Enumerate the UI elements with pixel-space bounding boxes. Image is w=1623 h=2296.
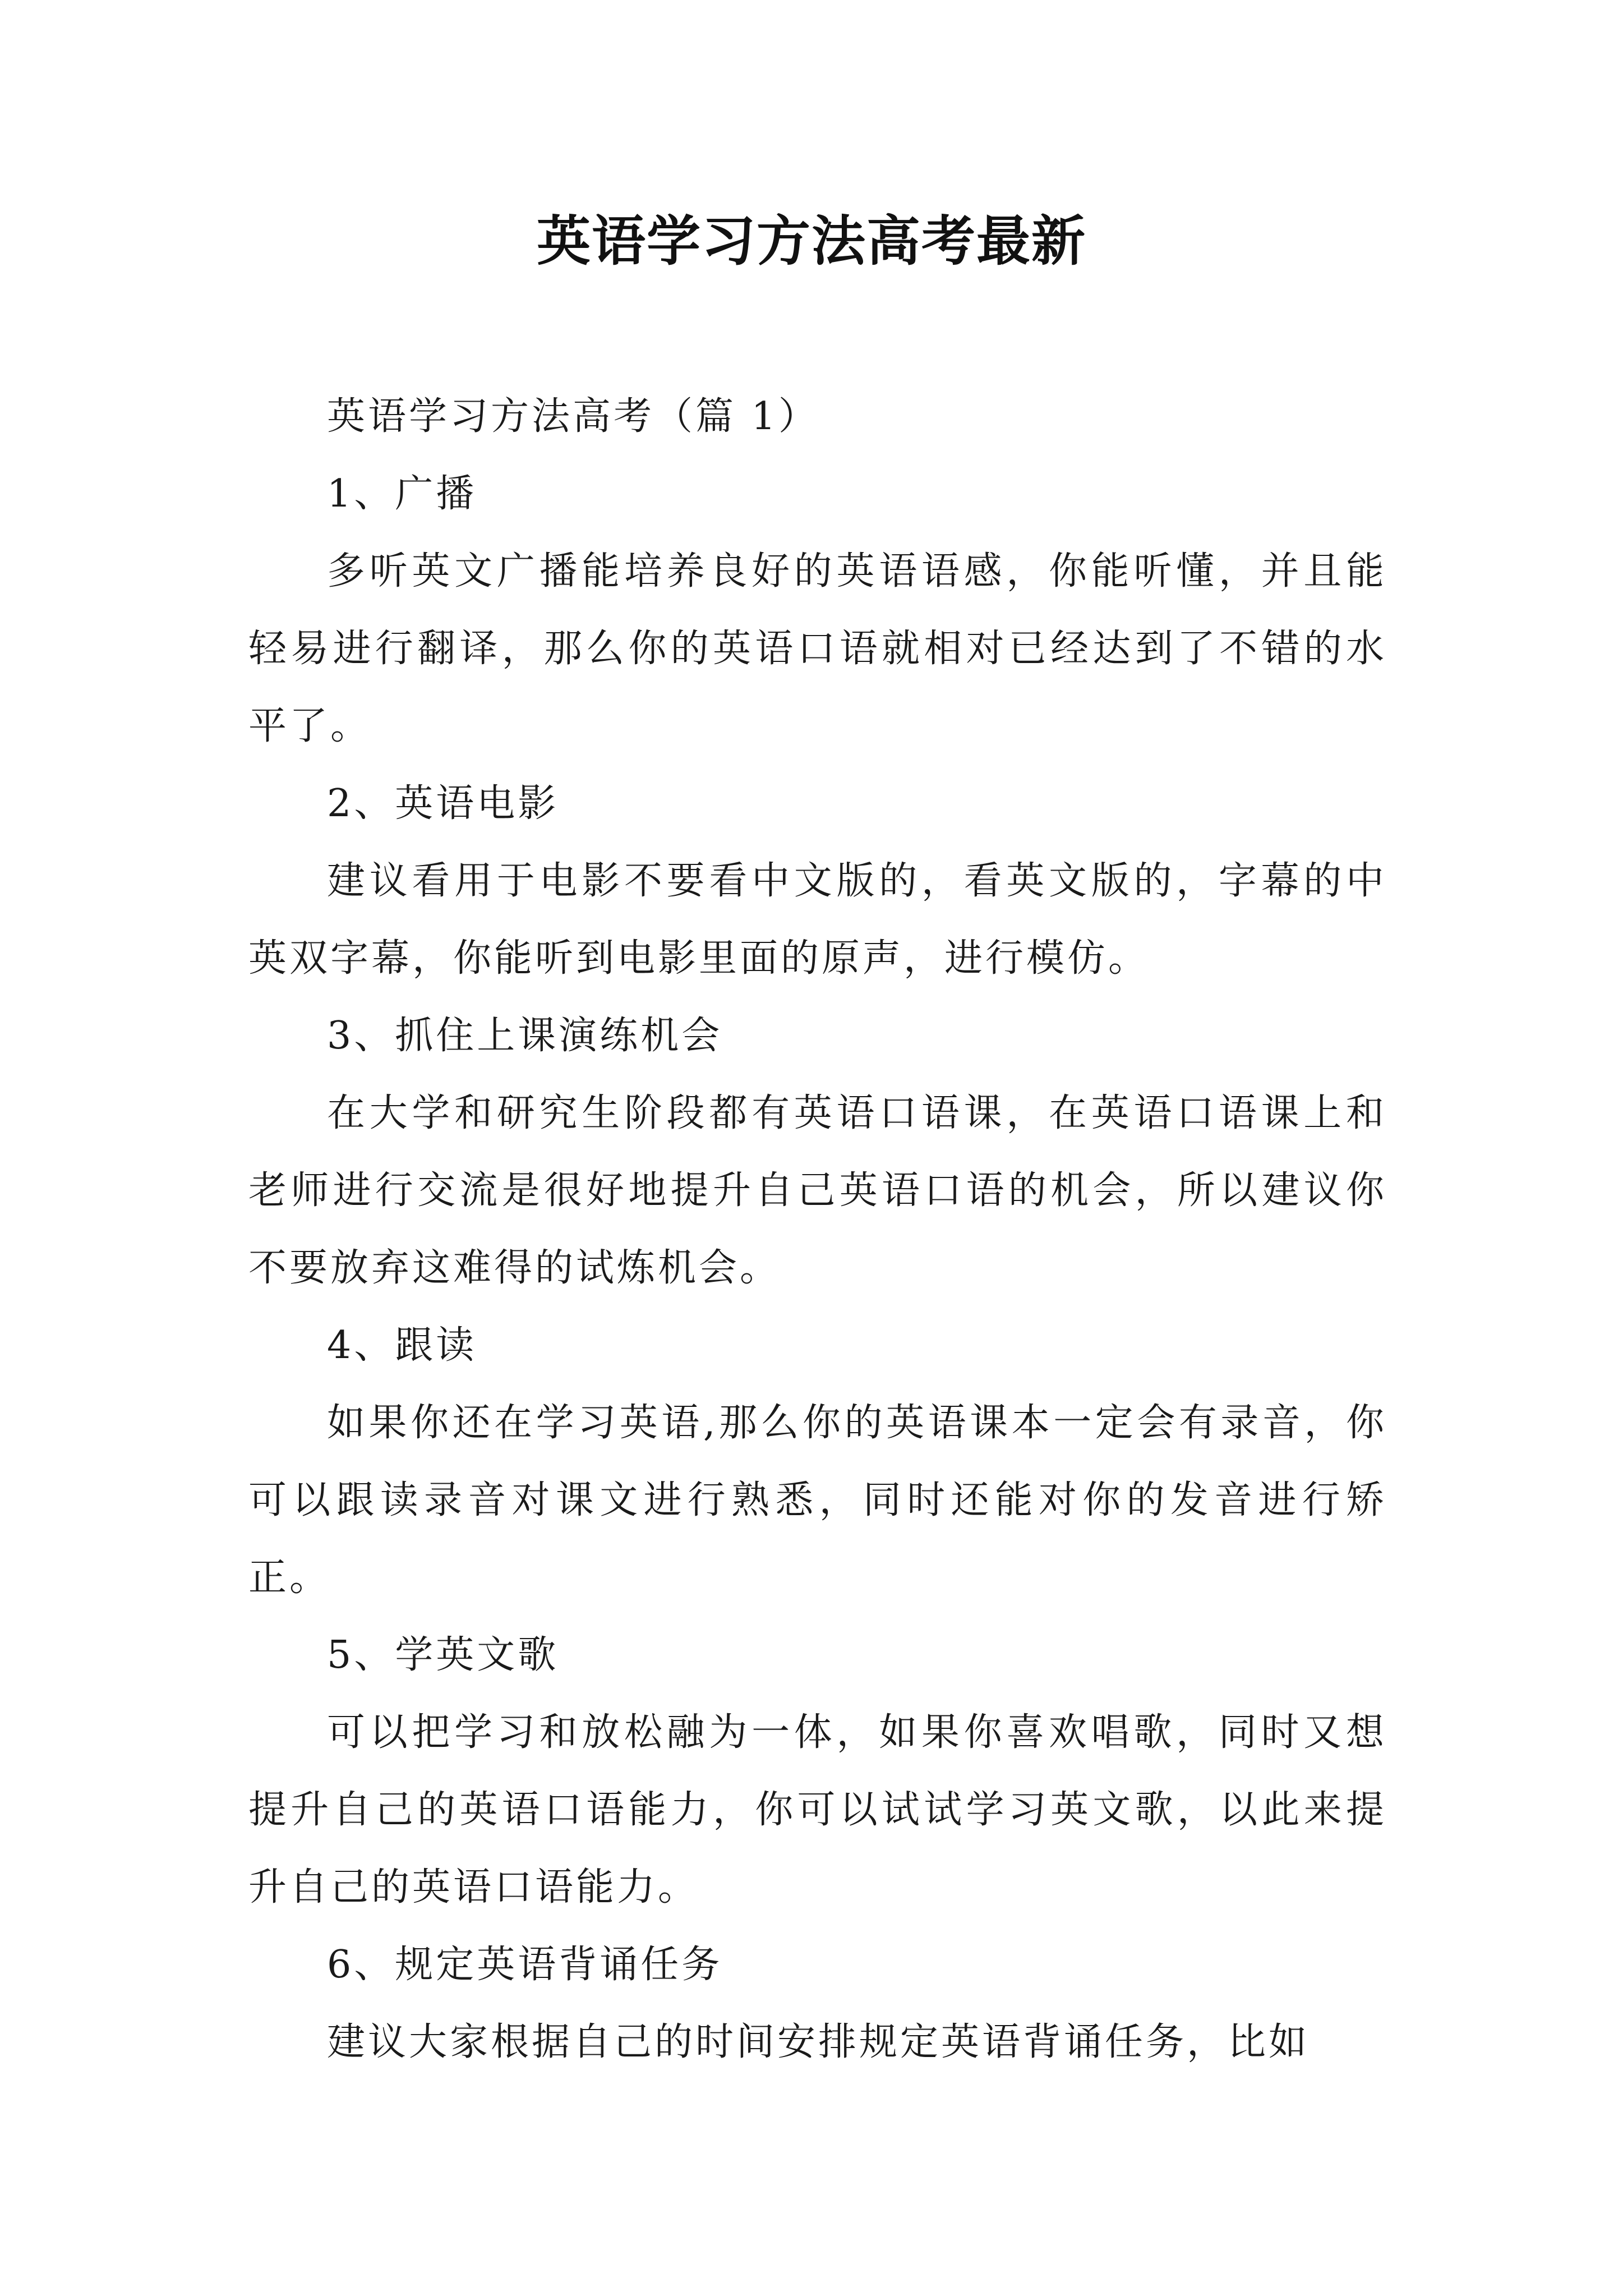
item-paragraph-1: 多听英文广播能培养良好的英语语感，你能听懂，并且能轻易进行翻译，那么你的英语口语就相对已经达到了不错的水平了。 <box>248 549 1387 748</box>
document-body <box>248 378 1387 2081</box>
item-paragraph-6: 建议大家根据自己的时间安排规定英语背诵任务，比如 <box>327 2020 1310 2064</box>
item-paragraph-2: 建议看用于电影不要看中文版的，看英文版的，字幕的中英双字幕，你能听到电影里面的原声，进行模仿。 <box>248 859 1387 981</box>
item-heading-2: 2、英语电影 <box>327 781 559 826</box>
section-heading: 英语学习方法高考（篇 1） <box>327 394 819 439</box>
item-heading-1: 1、广播 <box>327 472 477 516</box>
item-paragraph-4: 如果你还在学习英语,那么你的英语课本一定会有录音，你可以跟读录音对课文进行熟悉，同时还能对你的发音进行矫正。 <box>248 1401 1387 1600</box>
item-heading-4: 4、跟读 <box>327 1323 477 1368</box>
document-title: 英语学习方法高考最新 <box>537 209 1086 273</box>
item-heading-3: 3、抓住上课演练机会 <box>327 1014 723 1058</box>
item-paragraph-3: 在大学和研究生阶段都有英语口语课，在英语口语课上和老师进行交流是很好地提升自己英语口语的机会，所以建议你不要放弃这难得的试炼机会。 <box>248 1091 1387 1290</box>
item-heading-5: 5、学英文歌 <box>327 1633 559 1677</box>
item-heading-6: 6、规定英语背诵任务 <box>327 1943 723 1987</box>
item-paragraph-5: 可以把学习和放松融为一体，如果你喜欢唱歌，同时又想提升自己的英语口语能力，你可以试试学习英文歌，以此来提升自己的英语口语能力。 <box>248 1710 1387 1910</box>
